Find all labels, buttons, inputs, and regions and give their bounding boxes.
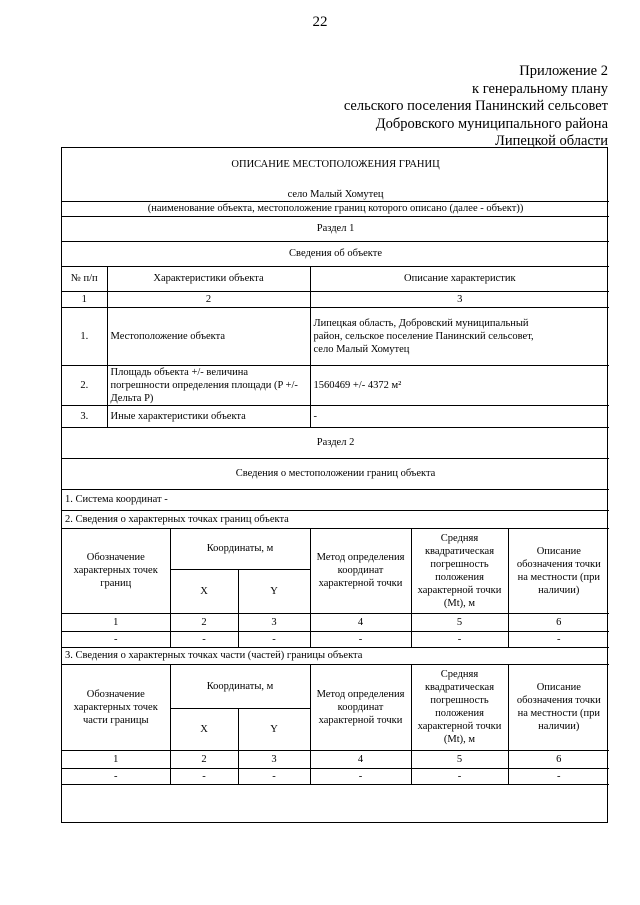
- boundary-description-table: [62, 148, 609, 785]
- row-characteristic: Местоположение объекта: [107, 307, 310, 365]
- column-number: 1: [62, 291, 107, 307]
- appendix-line: Приложение 2: [519, 63, 608, 79]
- column-number: 5: [411, 613, 508, 631]
- section-1-heading: Раздел 1: [62, 216, 609, 241]
- column-number: 3: [310, 291, 609, 307]
- cell-empty: -: [310, 631, 411, 647]
- header-point-designation: Обозначение характерных точек части границы: [62, 664, 170, 750]
- page-number: 22: [312, 14, 328, 30]
- appendix-line: сельского поселения Панинский сельсовет: [343, 98, 608, 114]
- header-x: X: [170, 569, 238, 613]
- cell-empty: -: [170, 768, 238, 784]
- header-x: X: [170, 708, 238, 750]
- document-title: ОПИСАНИЕ МЕСТОПОЛОЖЕНИЯ ГРАНИЦ: [231, 158, 440, 170]
- header-coordinates: Координаты, м: [170, 528, 310, 569]
- column-number: 2: [170, 613, 238, 631]
- object-name: село Малый Хомутец: [287, 188, 384, 200]
- table-row: [62, 307, 609, 365]
- header-point-description: Описание обозначения точки на местности (при наличии): [508, 528, 609, 613]
- column-number: 2: [107, 291, 310, 307]
- header-description: Описание характеристик: [310, 266, 609, 291]
- header-number: № п/п: [62, 266, 107, 291]
- cell-empty: -: [62, 631, 170, 647]
- row-number: 1.: [62, 307, 107, 365]
- appendix-line: Добровского муниципального района: [375, 115, 608, 132]
- cell-empty: -: [508, 631, 609, 647]
- header-error: Средняя квадратическая погрешность положения характерной точки (Mt), м: [411, 528, 508, 613]
- header-error: Средняя квадратическая погрешность положения характерной точки (Mt), м: [411, 664, 508, 750]
- row-description: 1560469 +/- 4372 м²: [310, 365, 609, 405]
- table-row: [62, 405, 609, 427]
- column-number: 2: [170, 750, 238, 768]
- column-number: 3: [238, 750, 310, 768]
- table-row: [62, 365, 609, 405]
- header-point-description: Описание обозначения точки на местности (при наличии): [508, 664, 609, 750]
- appendix-line: к генеральному плану: [472, 80, 608, 97]
- cell-empty: -: [238, 768, 310, 784]
- parts-section-title: 3. Сведения о характерных точках части (частей) границы объекта: [62, 647, 609, 664]
- cell-empty: -: [238, 631, 310, 647]
- coordinate-system: 1. Система координат -: [62, 489, 609, 510]
- table-row: [62, 768, 609, 784]
- row-number: 3.: [62, 405, 107, 427]
- column-number: 5: [411, 750, 508, 768]
- column-number: 4: [310, 613, 411, 631]
- object-note: (наименование объекта, местоположение границ которого описано (далее - объект)): [62, 201, 609, 216]
- column-number: 4: [310, 750, 411, 768]
- section-2-title: Сведения о местоположении границ объекта: [62, 458, 609, 489]
- cell-empty: -: [310, 768, 411, 784]
- cell-empty: -: [411, 631, 508, 647]
- column-number: 1: [62, 613, 170, 631]
- appendix-line: Липецкой области: [495, 133, 608, 149]
- header-method: Метод определения координат характерной точки: [310, 664, 411, 750]
- row-characteristic: Площадь объекта +/- величина погрешности определения площади (P +/- Дельта P): [107, 365, 310, 405]
- section-2-heading: Раздел 2: [62, 427, 609, 458]
- column-number: 1: [62, 750, 170, 768]
- cell-empty: -: [170, 631, 238, 647]
- row-description: Липецкая область, Добровский муниципальный район, сельское поселение Панинский сельсовет, село Малый Хомутец: [310, 307, 609, 365]
- header-point-designation: Обозначение характерных точек границ: [62, 528, 170, 613]
- header-coordinates: Координаты, м: [170, 664, 310, 708]
- row-characteristic: Иные характеристики объекта: [107, 405, 310, 427]
- header-y: Y: [238, 569, 310, 613]
- header-characteristics: Характеристики объекта: [107, 266, 310, 291]
- row-description: -: [310, 405, 609, 427]
- column-number: 3: [238, 613, 310, 631]
- points-section-title: 2. Сведения о характерных точках границ объекта: [62, 510, 609, 528]
- header-method: Метод определения координат характерной точки: [310, 528, 411, 613]
- cell-empty: -: [411, 768, 508, 784]
- row-number: 2.: [62, 365, 107, 405]
- column-number: 6: [508, 613, 609, 631]
- section-1-title: Сведения об объекте: [62, 241, 609, 266]
- appendix-block: [344, 63, 608, 151]
- header-y: Y: [238, 708, 310, 750]
- cell-empty: -: [508, 768, 609, 784]
- cell-empty: -: [62, 768, 170, 784]
- column-number: 6: [508, 750, 609, 768]
- table-row: [62, 631, 609, 647]
- document-frame: [61, 147, 608, 823]
